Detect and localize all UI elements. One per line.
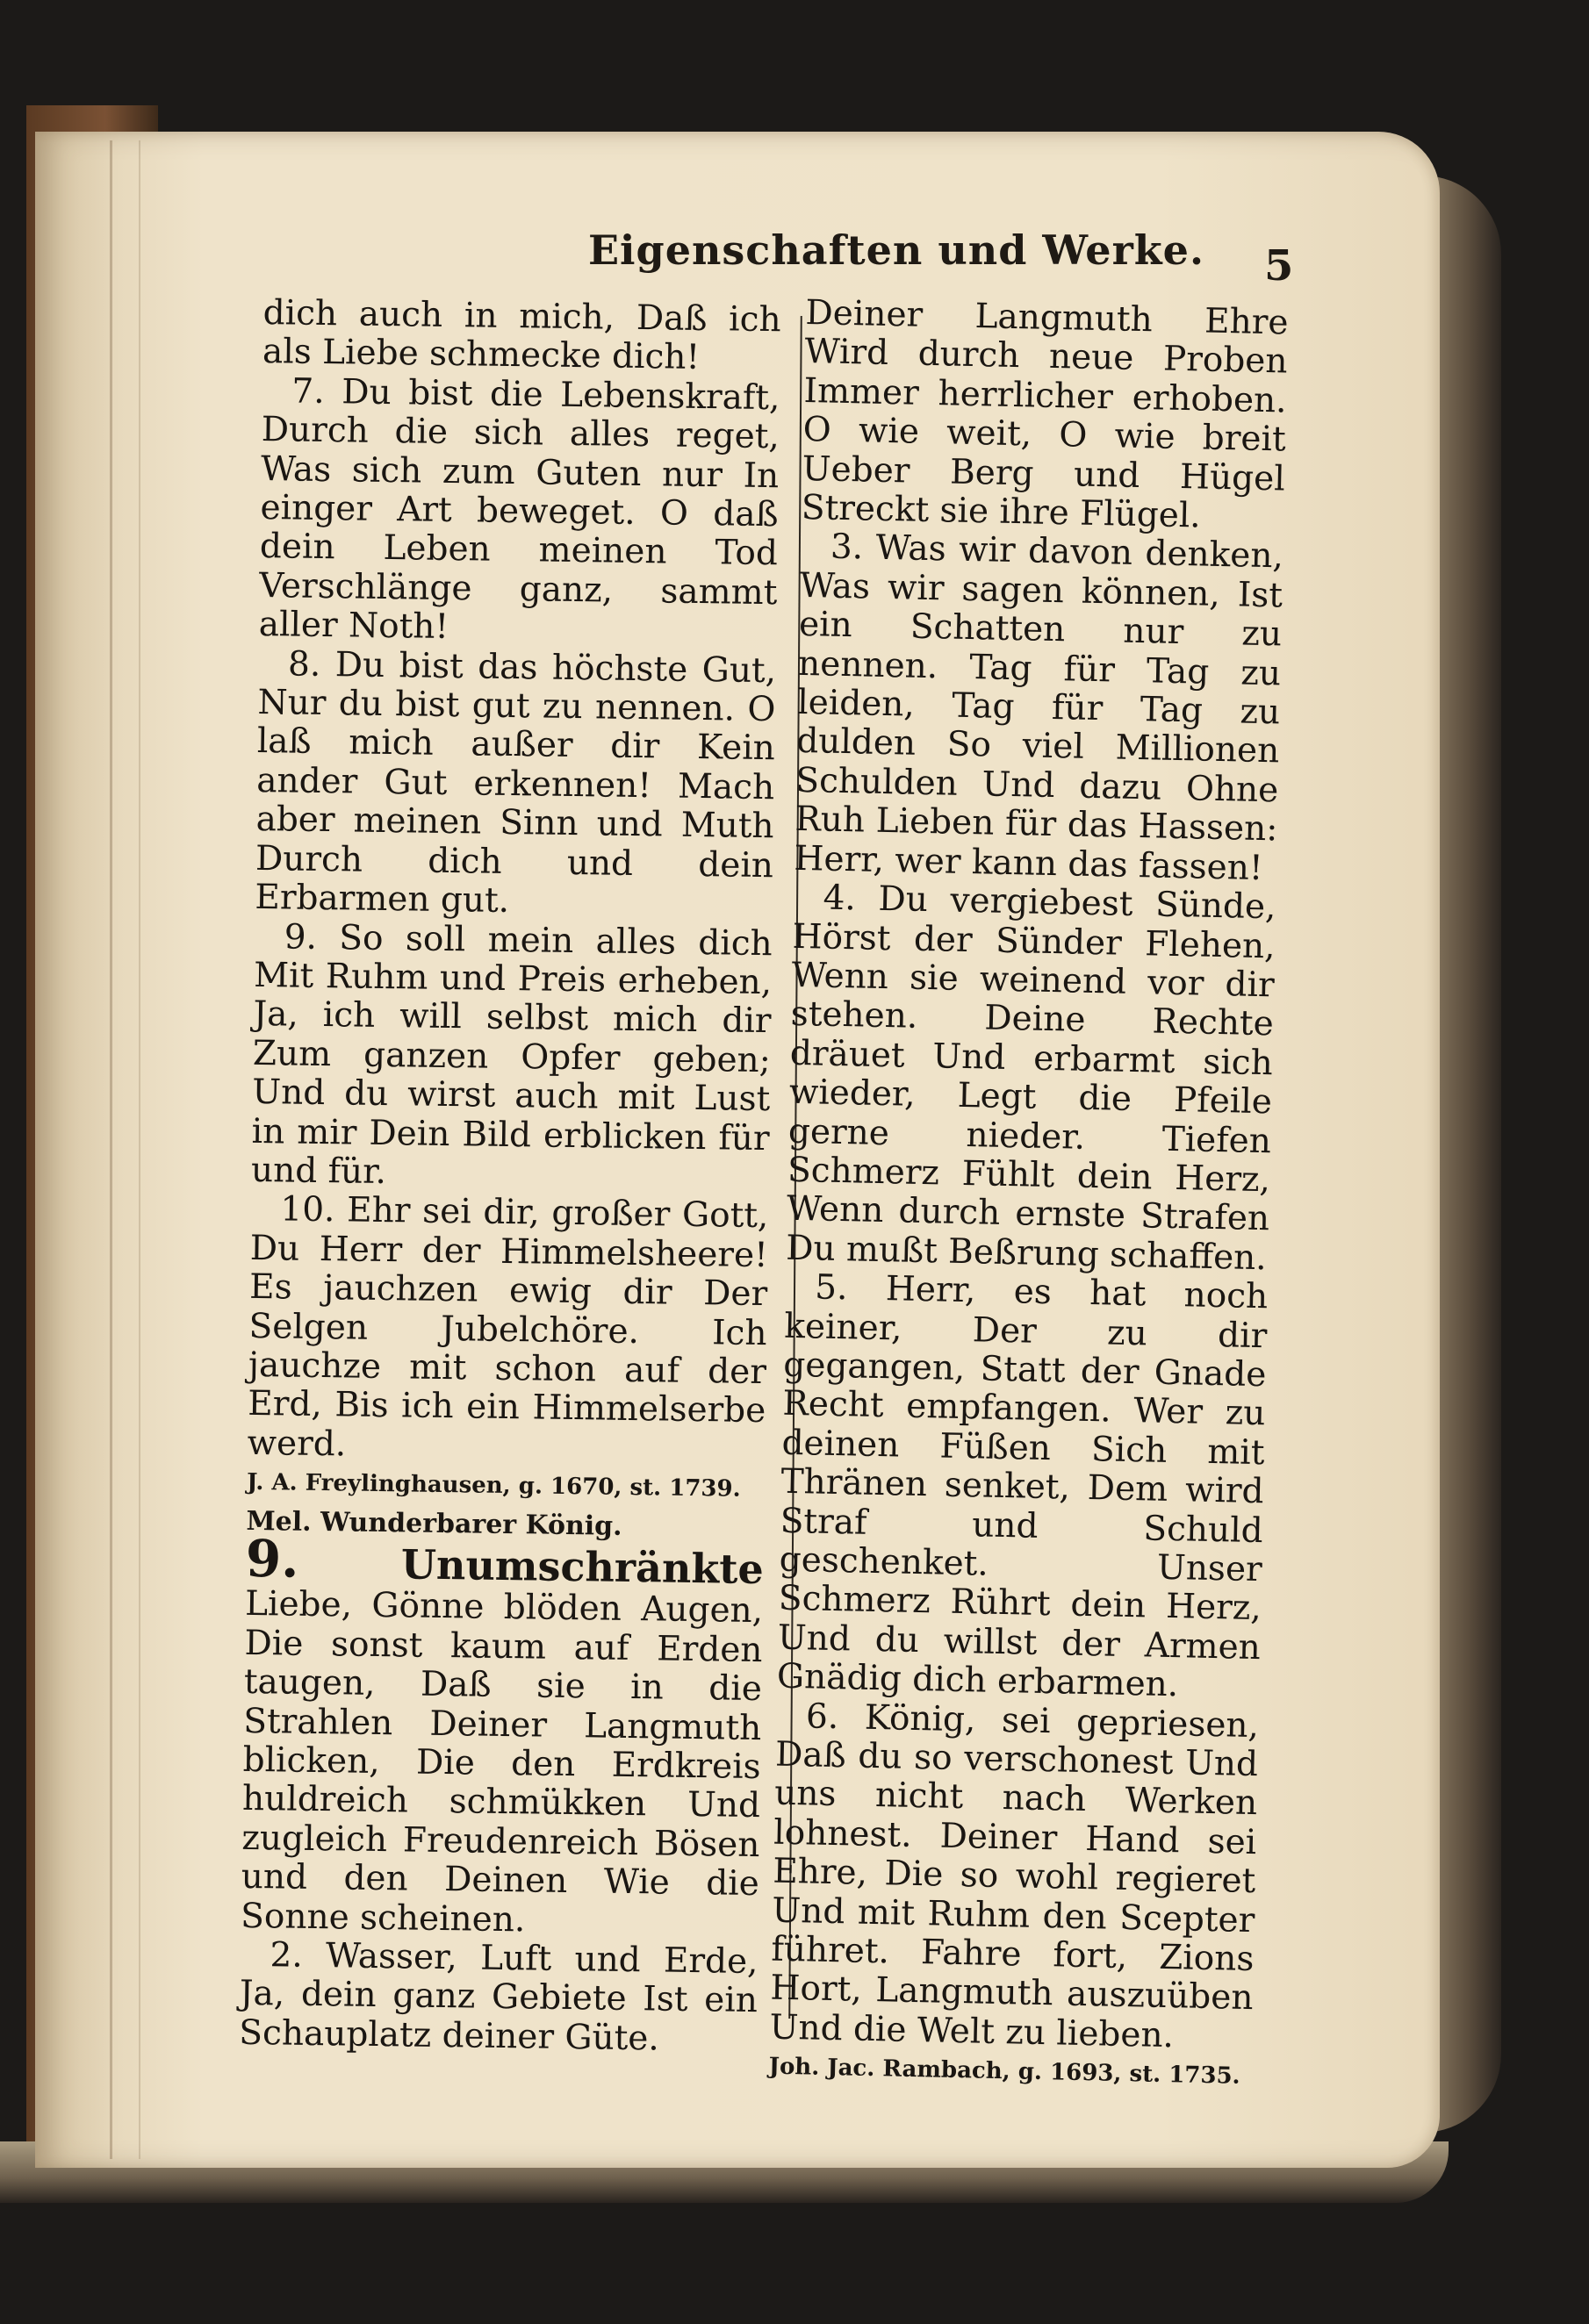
stanza-continuation: dich auch in mich, Daß ich als Liebe schmecke dich! (262, 293, 781, 378)
hymn-author: J. A. Freylinghausen, g. 1670, st. 1739. (246, 1469, 741, 1503)
gutter-fold-inner (139, 140, 140, 2159)
hymn-number: 9. (245, 1528, 299, 1589)
stanza-4: 4. Du vergiebest Sünde, Hörst der Sünder Flehen, Wenn sie weinend vor dir stehen. Deine Rechte dräuet Und erbarmt sich wieder, Legt die Pfeile gerne nieder. Tiefen Schmerz Fühlt dein Herz, Wenn durch ernste Strafen Du mußt Beßrung schaffen. (785, 878, 1276, 1278)
stanza-3: 3. Was wir davon denken, Was wir sagen können, Ist ein Schatten nur zu nennen. Tag für Tag zu leiden, Tag für Tag zu dulden So viel Millionen Schulden Und dazu Ohne Ruh Lieben für das Hassen: Herr, wer kann das fassen! (794, 527, 1284, 888)
right-column (768, 294, 1289, 2097)
hymn-first-word: Unumschränkte (400, 1540, 765, 1594)
hymn-9-stanza-1 (240, 1528, 765, 1943)
gutter-fold (110, 140, 112, 2159)
stanza-10: 10. Ehr sei dir, großer Gott, Du Herr der Himmelsheere! Es jauchzen ewig dir Der Selgen Jubelchöre. Ich jauchze mit schon auf der Erd, Bis ich ein Himmelserbe werd. (247, 1189, 769, 1465)
stanza-8: 8. Du bist das höchste Gut, Nur du bist gut zu nennen. O laß mich außer dir Kein ander Gut erkennen! Mach aber meinen Sinn und Muth Durch dich und dein Erbarmen gut. (255, 644, 777, 922)
stanza-7: 7. Du bist die Lebenskraft, Durch die sich alles reget, Was sich zum Guten nur In einger Art beweget. O daß dein Leben meinen Tod Verschlänge ganz, sammt aller Noth! (258, 371, 780, 648)
stanza-9: 9. So soll mein alles dich Mit Ruhm und Preis erheben, Ja, ich will selbst mich dir Zum ganzen Opfer geben; Und du wirst auch mit Lust in mir Dein Bild erblicken für und für. (250, 916, 773, 1192)
stanza-6: 6. König, sei gepriesen, Daß du so verschonest Und uns nicht nach Werken lohnest. Deiner Hand sei Ehre, Die so wohl regieret Und mit Ruhm den Scepter führet. Fahre fort, Zions Hort, Langmuth auszuüben Und die Welt zu lieben. (769, 1696, 1260, 2056)
stanza-5: 5. Herr, es hat noch keiner, Der zu dir gegangen, Statt der Gnade Recht empfangen. Wer zu deinen Füßen Sich mit Thränen senket, Dem wird Straf und Schuld geschenket. Unser Schmerz Rührt dein Herz, Und du willst der Armen Gnädig dich erbarmen. (776, 1267, 1269, 1705)
stanza-2-continuation: Deiner Langmuth Ehre Wird durch neue Proben Immer herrlicher erhoben. O wie weit, O wie breit Ueber Berg und Hügel Streckt sie ihre Flügel. (801, 293, 1289, 536)
page-number: 5 (1264, 241, 1294, 290)
stanza-2-start: 2. Wasser, Luft und Erde, Ja, dein ganz Gebiete Ist ein Schauplatz deiner Güte. (239, 1935, 759, 2059)
running-title: Eigenschaften und Werke. (588, 226, 1204, 274)
melody-line: Mel. Wunderbarer König. (246, 1505, 622, 1542)
hymn-stanza-1-text: Liebe, Gönne blöden Augen, Die sonst kaum auf Erden taugen, Daß sie in die Strahlen Deiner Langmuth blicken, Die den Erdkreis huldreich schmükken Und zugleich Freudenreich Bösen und den Deinen Wie die Sonne scheinen. (240, 1584, 764, 1940)
hymn-author-right: Joh. Jac. Rambach, g. 1693, st. 1735. (768, 2053, 1240, 2091)
left-column (239, 294, 781, 2060)
